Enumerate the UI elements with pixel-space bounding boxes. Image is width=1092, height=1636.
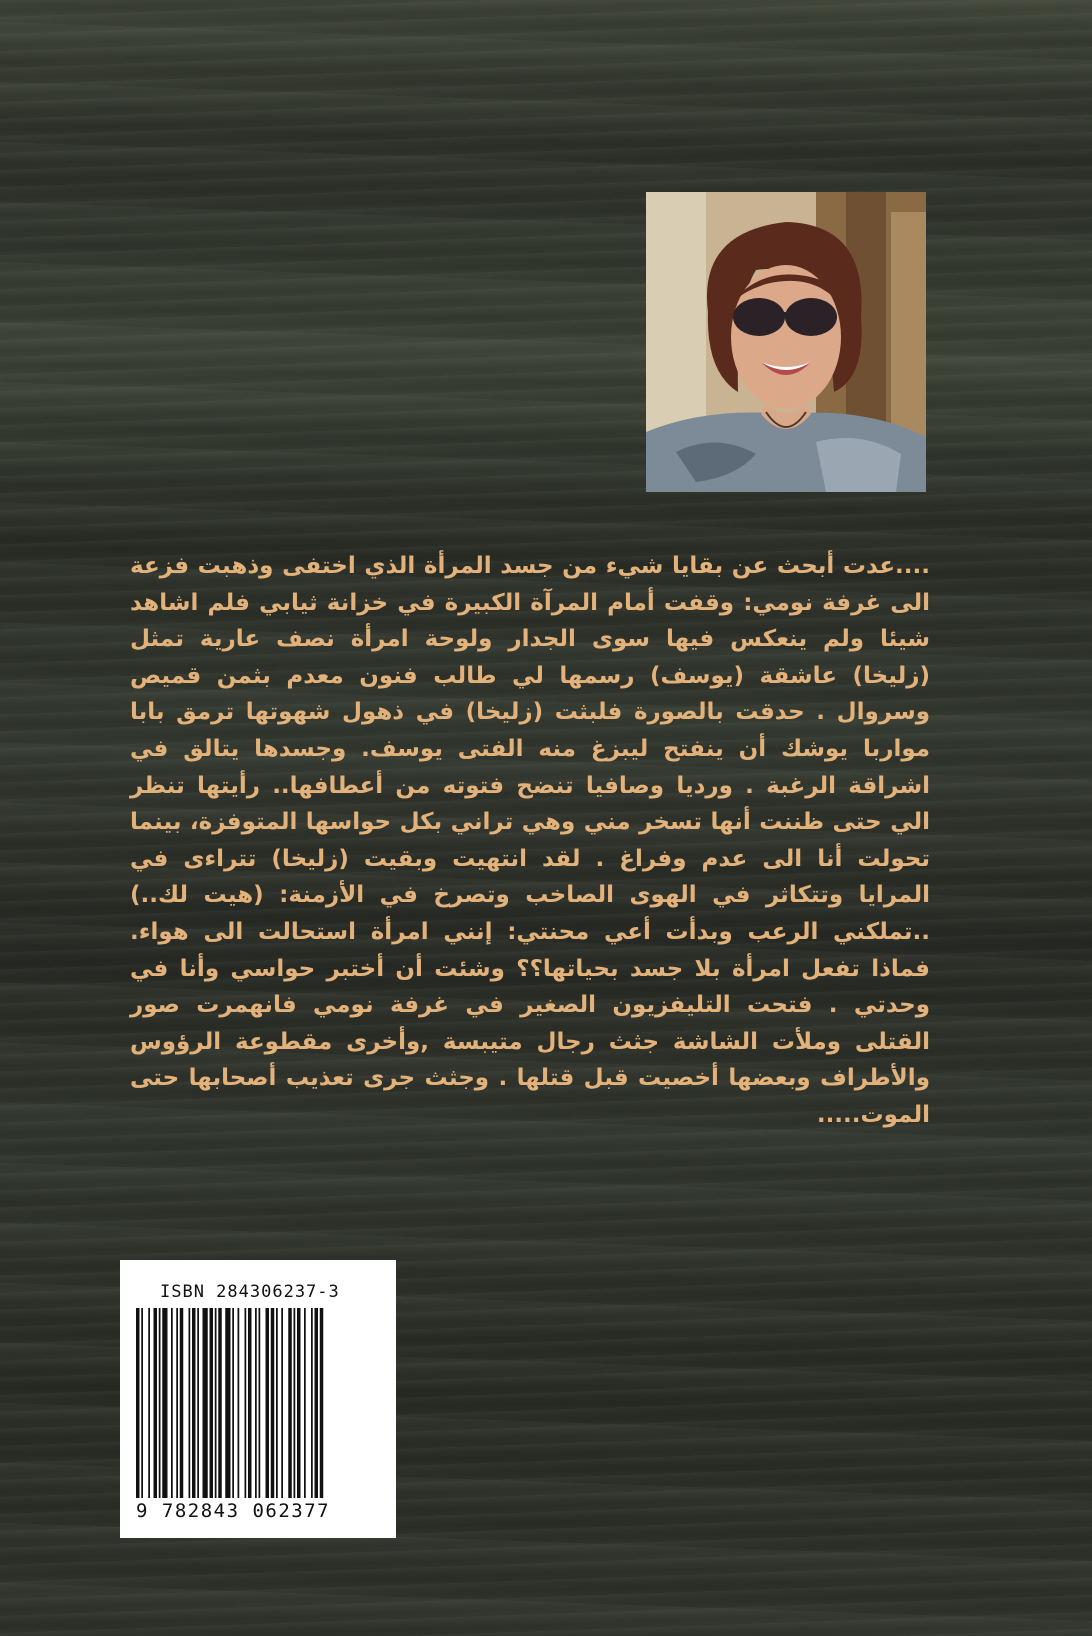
back-cover-blurb: ....عدت أبحث عن بقايا شيء من جسد المرأة الذي اختفى وذهبت فزعة الى غرفة نومي: وقفت أمام المرآة الكبيرة في خزانة ثيابي فلم اشاهد شيئا ولم ينعكس فيها سوى الجدار ولوحة امرأة نصف عارية تمثل (زليخا) عاشقة (يوسف) رسمها لي طالب فنون معدم بثمن قميص وسروال . حدقت بالصورة فلبثت (زليخا) في ذهول شهوتها ترمق بابا مواربا يوشك أن ينفتح ليبزغ منه الفتى يوسف. وجسدها يتالق في اشراقة الرغبة . ورديا وصافيا تنضح فتوته من أعطافها.. رأيتها تنظر الي حتى ظننت أنها تسخر مني وهي تراني بكل حواسها المتوفزة، بينما تحولت أنا الى عدم وفراغ . لقد انتهيت وبقيت (زليخا) تتراءى في المرايا وتتكاثر في الهوى الصاخب وتصرخ في الأزمنة: (هيت لك..) ..تملكني الرعب وبدأت أعي محنتي: إنني امرأة استحالت الى هواء. فماذا تفعل امرأة بلا جسد بحياتها؟؟ وشئت أن أختبر حواسي وأنا في وحدتي . فتحت التليفزيون الصغير في غرفة نومي فانهمرت صور القتلى وملأت الشاشة جثث رجال متيبسة ,وأخرى مقطوعة الرؤوس والأطراف وبعضها أخصيت قبل قتلها . وجثث جرى تعذيب أصحابها حتى الموت..... [130,553,930,1128]
isbn-text: ISBN 284306237-3 [160,1282,340,1302]
author-photo [646,192,926,492]
barcode-digits: 9 782843 062377 [136,1500,331,1522]
isbn-barcode-label [120,1260,396,1538]
barcode-bars [132,1308,384,1498]
